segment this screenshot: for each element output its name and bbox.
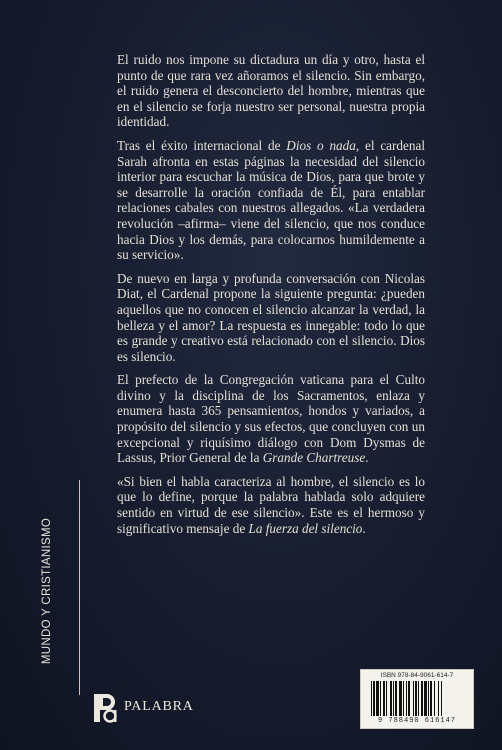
barcode-bar: [418, 681, 419, 716]
publisher-logo: [92, 690, 194, 724]
collection-label: MUNDO Y CRISTIANISMO: [41, 517, 53, 665]
barcode-bar: [403, 681, 404, 716]
barcode-bar: [373, 681, 375, 716]
barcode-bar: [386, 681, 387, 716]
barcode: [360, 669, 474, 729]
barcode-bar: [395, 681, 397, 716]
barcode-bar: [390, 681, 392, 716]
barcode-bar: [371, 681, 372, 716]
monastery-name-italic: Grande Chartreuse: [262, 450, 366, 466]
paragraph-3: De nuevo en larga y profunda conversación con Nicolas Diat, el Cardenal propone la siguiente pregunta: ¿pueden aquellos que no conocen el silencio alcanzar la verdad, la belleza y el amor? La respuesta es innegable: todo lo que es grande y creativo está relacionado con el silencio. Dios es silencio.: [117, 270, 425, 364]
barcode-bar: [383, 681, 385, 716]
barcode-bar: [413, 681, 414, 716]
paragraph-2: Tras el éxito internacional de Dios o nada, el cardenal Sarah afronta en estas páginas la necesidad del silencio interior para escuchar la música de Dios, para que brote y se desarrolle la oración confiada de Él, para entablar relaciones cabales con nuestros allegados. «La verdadera revolución –afirma– viene del silencio, que nos conduce hacia Dios y los demás, para colocarnos humildemente a su servicio».: [117, 137, 425, 263]
synopsis: [117, 52, 425, 544]
publisher-name: PALABRA: [124, 699, 194, 714]
barcode-bar: [393, 681, 394, 716]
barcode-bar: [399, 681, 402, 716]
vertical-divider: [79, 480, 80, 695]
isbn-text: ISBN 978-84-9061-614-7: [380, 672, 454, 679]
paragraph-1: El ruido nos impone su dictadura un día y otro, hasta el punto de que rara vez añoramos el silencio. Sin embargo, el ruido genera el desconcierto del hombre, mientras que en el silencio se forja nuestro ser personal, nuestra propia identidad.: [117, 52, 425, 130]
barcode-bar: [434, 681, 435, 716]
barcode-bar: [430, 681, 432, 716]
paragraph-5: «Si bien el habla caracteriza al hombre, el silencio es lo que lo define, porque la palabra hablada solo adquiere sentido en virtud de ese silencio». Este es el hermoso y significativo mensaje de La fuerza del silencio.: [117, 473, 425, 536]
barcode-bar: [376, 681, 379, 716]
barcode-bar: [406, 681, 407, 716]
book-title-italic: La fuerza del silencio: [248, 520, 363, 536]
barcode-bar: [438, 681, 439, 716]
barcode-bar: [441, 681, 442, 716]
paragraph-4: El prefecto de la Congregación vaticana para el Culto divino y la disciplina de los Sacramentos, enlaza y enumera hasta 365 pensamientos, hondos y variados, a propósito del silencio y sus efectos, que concluyen con un excepcional y riquísimo diálogo con Dom Dysmas de Lassus, Prior General de la Grande Chartreuse.: [117, 372, 425, 466]
publisher-mark-icon: [92, 690, 118, 724]
book-title-italic: Dios o nada,: [286, 137, 360, 153]
barcode-bars: [371, 681, 465, 716]
barcode-bar: [428, 681, 429, 716]
barcode-bar: [415, 681, 417, 716]
barcode-bar: [424, 681, 427, 716]
barcode-bar: [380, 681, 381, 716]
barcode-bar: [408, 681, 410, 716]
ean-number: 9 788490 616147: [377, 717, 456, 725]
barcode-bar: [421, 681, 423, 716]
